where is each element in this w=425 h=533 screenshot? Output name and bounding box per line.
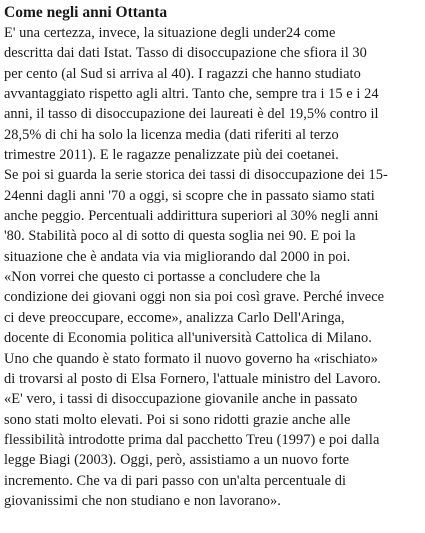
- body-line: condizione dei giovani oggi non sia poi così grave. Perché invece: [4, 289, 385, 306]
- body-line: legge Biagi (2003). Oggi, però, assistiamo a un nuovo forte: [4, 452, 350, 469]
- body-line: per cento (al Sud si arriva al 40). I ragazzi che hanno studiato: [4, 65, 361, 82]
- article-title: Come negli anni Ottanta: [4, 4, 168, 21]
- body-line: ci deve preoccupare, eccome», analizza Carlo Dell'Aringa,: [4, 309, 345, 326]
- body-line: giovanissimi che non studiano e non lavorano».: [4, 492, 281, 509]
- body-line: descritta dai dati Istat. Tasso di disoccupazione che sfiora il 30: [4, 45, 367, 62]
- body-line: anni, il tasso di disoccupazione dei laureati è del 19,5% contro il: [4, 106, 379, 123]
- body-line: trimestre 2011). E le ragazze penalizzate più dei coetanei.: [4, 147, 339, 164]
- body-line: avvantaggiato rispetto agli altri. Tanto che, sempre tra i 15 e i 24: [4, 86, 379, 103]
- body-line: situazione che è andata via via migliorando dal 2000 in poi.: [4, 248, 351, 265]
- body-line: E' una certezza, invece, la situazione degli under24 come: [4, 25, 336, 41]
- body-line: incremento. Che va di pari passo con un'alta percentuale di: [4, 472, 347, 489]
- body-line: sono stati molto elevati. Poi si sono ridotti grazie anche alle: [4, 411, 351, 428]
- body-line: anche peggio. Percentuali addirittura superiori al 30% negli anni: [4, 208, 379, 225]
- body-line: '80. Stabilità poco al di sotto di questa soglia nei 90. E poi la: [4, 228, 356, 245]
- body-line: flessibilità introdotte prima dal pacchetto Treu (1997) e poi dalla: [4, 431, 380, 448]
- body-line: di trovarsi al posto di Elsa Fornero, l'attuale ministro del Lavoro.: [4, 370, 381, 387]
- body-line: Se poi si guarda la serie storica dei tassi di disoccupazione dei 15-: [4, 167, 388, 184]
- body-line: «Non vorrei che questo ci portasse a concludere che la: [4, 269, 321, 286]
- body-line: docente di Economia politica all'università Cattolica di Milano.: [4, 330, 372, 347]
- body-line: «E' vero, i tassi di disoccupazione giovanile anche in passato: [4, 391, 358, 408]
- article: [4, 4, 423, 511]
- body-line: 28,5% di chi ha solo la licenza media (dati riferiti al terzo: [4, 126, 339, 143]
- body-line: Uno che quando è stato formato il nuovo governo ha «rischiato»: [4, 350, 378, 367]
- article-body: [4, 23, 423, 511]
- body-line: 24enni dagli anni '70 a oggi, si scopre che in passato siamo stati: [4, 187, 375, 204]
